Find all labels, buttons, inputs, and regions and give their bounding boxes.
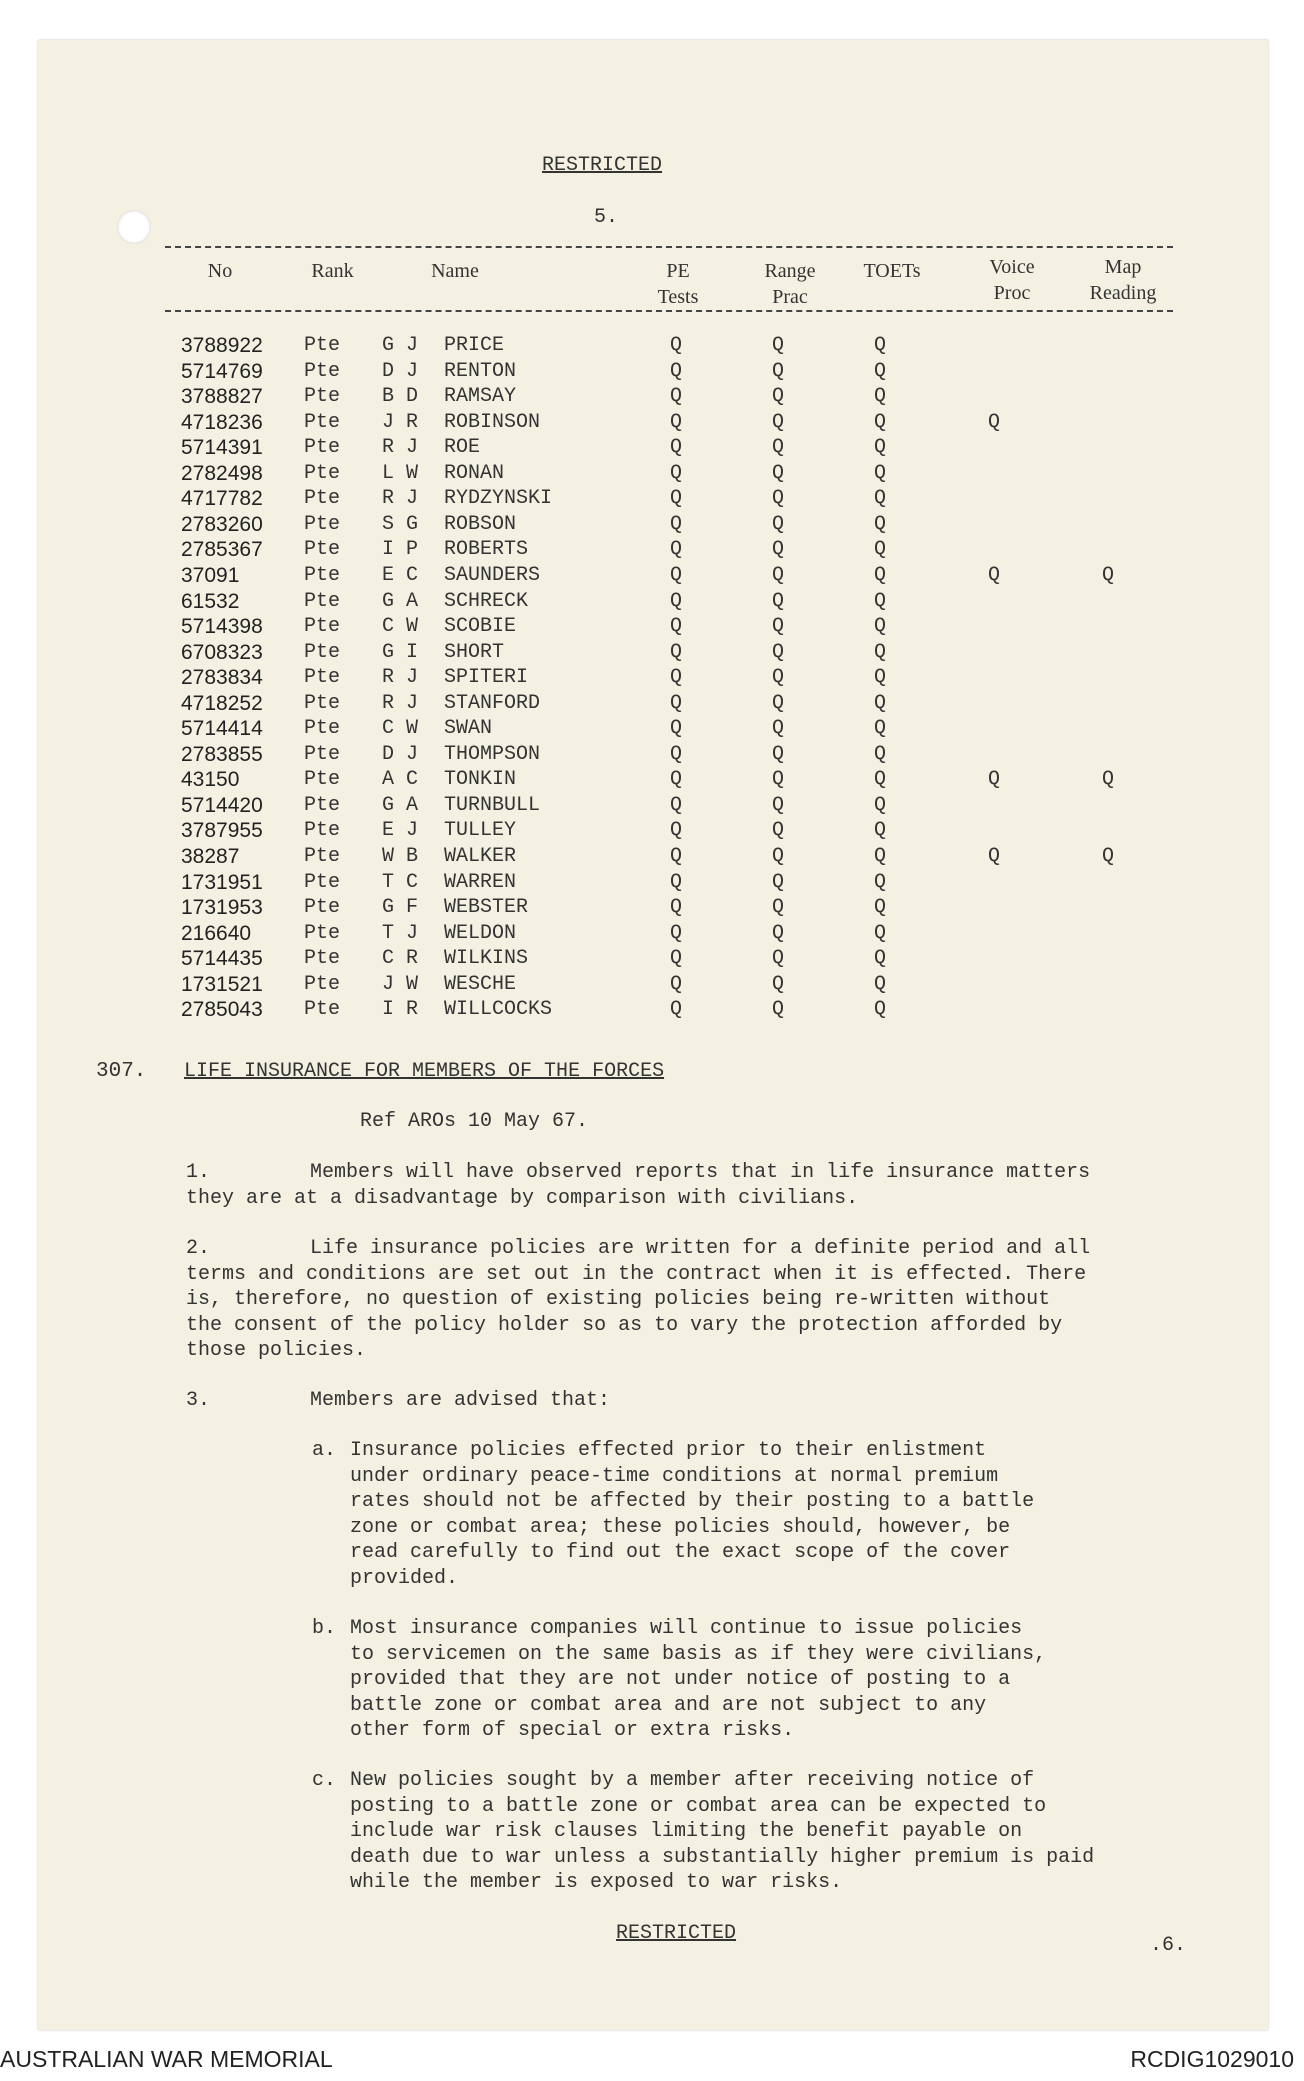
cell-name: WALKER — [444, 845, 517, 868]
cell-pe-tests: Q — [670, 589, 683, 613]
cell-toets: Q — [874, 461, 887, 485]
cell-pe-tests: Q — [670, 334, 683, 357]
cell-pe-tests: Q — [670, 947, 683, 971]
cell-initials: S G — [382, 512, 419, 536]
cell-rank: Pte — [304, 793, 341, 817]
cell-range-prac: Q — [772, 845, 785, 868]
cell-rank: Pte — [304, 896, 341, 920]
cell-rank: Pte — [304, 589, 341, 613]
cell-name: SWAN — [444, 717, 493, 741]
cell-pe-tests: Q — [670, 998, 683, 1022]
cell-no: 2783855 — [181, 742, 263, 766]
cell-initials: D J — [382, 742, 419, 766]
cell-range-prac: Q — [772, 998, 785, 1022]
cell-rank: Pte — [304, 640, 341, 664]
cell-toets: Q — [874, 768, 887, 792]
cell-initials: R J — [382, 487, 419, 511]
col-header-voice-proc: Voice Proc — [989, 256, 1035, 304]
cell-name: WILLCOCKS — [444, 998, 553, 1022]
cell-toets: Q — [874, 870, 887, 894]
cell-rank: Pte — [304, 870, 341, 894]
cell-range-prac: Q — [772, 436, 785, 460]
paragraph-2-text: Life insurance policies are written for a definite period and all terms and conditions are set out in the contract when it is effected. There is, therefore, no question of existing policies being re-written without the consent of the policy holder so as to vary the protection afforded by those policies. — [186, 1237, 1091, 1362]
cell-no: 5714769 — [181, 359, 263, 383]
cell-map-reading: Q — [1102, 563, 1115, 587]
col-header-rank: Rank — [311, 260, 354, 282]
cell-toets: Q — [874, 512, 887, 536]
cell-rank: Pte — [304, 461, 341, 485]
cell-range-prac: Q — [772, 921, 785, 945]
cell-rank: Pte — [304, 691, 341, 715]
archive-label-right: RCDIG1029010 — [1130, 2046, 1294, 2072]
footer-classification: RESTRICTED — [616, 1922, 737, 1945]
cell-pe-tests: Q — [670, 512, 683, 536]
cell-range-prac: Q — [772, 870, 785, 894]
cell-range-prac: Q — [772, 896, 785, 920]
cell-range-prac: Q — [772, 410, 785, 434]
cell-range-prac: Q — [772, 947, 785, 971]
col-header-name: Name — [431, 260, 479, 282]
cell-pe-tests: Q — [670, 385, 683, 409]
cell-pe-tests: Q — [670, 538, 683, 562]
cell-no: 216640 — [181, 921, 252, 945]
cell-map-reading: Q — [1102, 845, 1115, 868]
cell-name: SCOBIE — [444, 615, 517, 639]
cell-range-prac: Q — [772, 819, 785, 843]
cell-rank: Pte — [304, 334, 341, 357]
cell-no: 1731521 — [181, 972, 263, 996]
cell-initials: J W — [382, 972, 419, 996]
cell-no: 2782498 — [181, 461, 263, 485]
cell-no: 5714391 — [181, 436, 263, 460]
paragraph-3-text: Members are advised that: — [310, 1389, 611, 1412]
cell-initials: E C — [382, 563, 419, 587]
cell-pe-tests: Q — [670, 615, 683, 639]
cell-toets: Q — [874, 640, 887, 664]
cell-toets: Q — [874, 717, 887, 741]
cell-pe-tests: Q — [670, 870, 683, 894]
cell-initials: I P — [382, 538, 419, 562]
cell-pe-tests: Q — [670, 410, 683, 434]
cell-rank: Pte — [304, 947, 341, 971]
cell-toets: Q — [874, 666, 887, 690]
paragraph-3-number: 3. — [186, 1389, 211, 1412]
cell-pe-tests: Q — [670, 359, 683, 383]
cell-name: THOMPSON — [444, 742, 541, 766]
cell-no: 4718252 — [181, 691, 263, 715]
punch-hole — [117, 210, 151, 244]
paragraph-2-number: 2. — [186, 1237, 211, 1260]
section-reference: Ref AROs 10 May 67. — [360, 1110, 589, 1133]
cell-name: WEBSTER — [444, 896, 529, 920]
cell-initials: T J — [382, 921, 419, 945]
cell-no: 1731951 — [181, 870, 263, 894]
cell-pe-tests: Q — [670, 487, 683, 511]
cell-toets: Q — [874, 436, 887, 460]
cell-initials: C R — [382, 947, 419, 971]
cell-range-prac: Q — [772, 359, 785, 383]
cell-toets: Q — [874, 538, 887, 562]
cell-no: 3787955 — [181, 819, 263, 843]
cell-rank: Pte — [304, 819, 341, 843]
cell-name: SPITERI — [444, 666, 529, 690]
cell-no: 4718236 — [181, 410, 263, 434]
col-header-map-reading: Map Reading — [1089, 256, 1157, 304]
cell-name: ROBERTS — [444, 538, 529, 562]
cell-initials: T C — [382, 870, 419, 894]
cell-toets: Q — [874, 691, 887, 715]
cell-toets: Q — [874, 998, 887, 1022]
cell-pe-tests: Q — [670, 563, 683, 587]
cell-rank: Pte — [304, 998, 341, 1022]
cell-name: TULLEY — [444, 819, 517, 843]
cell-initials: R J — [382, 436, 419, 460]
next-page-marker: .6. — [1150, 1934, 1187, 1957]
item-c-text: New policies sought by a member after receiving notice of posting to a battle zone or combat area can be expected to include war risk clauses limiting the benefit payable on death due to war unless a substantially higher premium is paid while the member is exposed to war risks. — [350, 1769, 1095, 1894]
cell-no: 4717782 — [181, 487, 263, 511]
item-a-text: Insurance policies effected prior to their enlistment under ordinary peace-time conditions at normal premium rates should not be affected by their posting to a battle zone or combat area; these policies should, however, be read carefully to find out the exact scope of the cover provided. — [350, 1439, 1035, 1590]
cell-no: 2785367 — [181, 538, 263, 562]
cell-toets: Q — [874, 385, 887, 409]
col-header-no: No — [207, 260, 233, 282]
cell-name: WARREN — [444, 870, 517, 894]
cell-range-prac: Q — [772, 972, 785, 996]
cell-range-prac: Q — [772, 461, 785, 485]
cell-toets: Q — [874, 589, 887, 613]
item-b-text: Most insurance companies will continue to issue policies to servicemen on the same basis as if they were civilians, provided that they are not under notice of posting to a battle zone or combat area and are not subject to any other form of special or extra risks. — [350, 1617, 1047, 1742]
cell-initials: L W — [382, 461, 419, 485]
cell-name: ROE — [444, 436, 481, 460]
cell-name: ROBSON — [444, 512, 517, 536]
cell-range-prac: Q — [772, 615, 785, 639]
cell-no: 2785043 — [181, 998, 263, 1022]
cell-toets: Q — [874, 972, 887, 996]
cell-initials: C W — [382, 615, 419, 639]
cell-range-prac: Q — [772, 640, 785, 664]
cell-toets: Q — [874, 487, 887, 511]
item-c-letter: c. — [312, 1769, 337, 1792]
cell-no: 3788827 — [181, 385, 263, 409]
col-header-range-prac: Range Prac — [764, 260, 816, 308]
cell-range-prac: Q — [772, 512, 785, 536]
table-header-rule — [165, 310, 1173, 312]
cell-initials: B D — [382, 385, 419, 409]
cell-range-prac: Q — [772, 717, 785, 741]
table-top-rule — [165, 246, 1173, 248]
cell-pe-tests: Q — [670, 717, 683, 741]
cell-rank: Pte — [304, 717, 341, 741]
cell-map-reading: Q — [1102, 768, 1115, 792]
cell-voice-proc: Q — [988, 768, 1001, 792]
cell-range-prac: Q — [772, 691, 785, 715]
cell-pe-tests: Q — [670, 691, 683, 715]
cell-range-prac: Q — [772, 793, 785, 817]
cell-toets: Q — [874, 793, 887, 817]
col-header-pe-tests: PE Tests — [657, 260, 699, 308]
paragraph-1-text: Members will have observed reports that in life insurance matters they are at a disadvantage by comparison with civilians. — [186, 1161, 1091, 1210]
cell-toets: Q — [874, 563, 887, 587]
cell-no: 37091 — [181, 563, 240, 587]
cell-range-prac: Q — [772, 563, 785, 587]
cell-no: 2783260 — [181, 512, 263, 536]
cell-toets: Q — [874, 410, 887, 434]
cell-toets: Q — [874, 896, 887, 920]
cell-toets: Q — [874, 359, 887, 383]
cell-no: 61532 — [181, 589, 240, 613]
cell-pe-tests: Q — [670, 793, 683, 817]
cell-range-prac: Q — [772, 742, 785, 766]
cell-initials: E J — [382, 819, 419, 843]
cell-initials: W B — [382, 845, 419, 868]
cell-rank: Pte — [304, 563, 341, 587]
cell-range-prac: Q — [772, 589, 785, 613]
cell-no: 1731953 — [181, 896, 263, 920]
section-title: LIFE INSURANCE FOR MEMBERS OF THE FORCES — [184, 1060, 665, 1083]
cell-rank: Pte — [304, 615, 341, 639]
cell-rank: Pte — [304, 845, 341, 868]
cell-range-prac: Q — [772, 385, 785, 409]
cell-name: RENTON — [444, 359, 517, 383]
cell-initials: R J — [382, 666, 419, 690]
cell-rank: Pte — [304, 359, 341, 383]
cell-range-prac: Q — [772, 487, 785, 511]
cell-initials: J R — [382, 410, 419, 434]
header-classification: RESTRICTED — [542, 154, 663, 177]
cell-name: WESCHE — [444, 972, 517, 996]
cell-name: SCHRECK — [444, 589, 529, 613]
cell-voice-proc: Q — [988, 563, 1001, 587]
cell-rank: Pte — [304, 972, 341, 996]
cell-toets: Q — [874, 845, 887, 868]
cell-pe-tests: Q — [670, 819, 683, 843]
cell-rank: Pte — [304, 921, 341, 945]
cell-initials: G A — [382, 793, 419, 817]
item-b-letter: b. — [312, 1617, 337, 1640]
cell-range-prac: Q — [772, 538, 785, 562]
cell-pe-tests: Q — [670, 921, 683, 945]
cell-no: 43150 — [181, 768, 240, 792]
page-number: 5. — [594, 206, 619, 229]
cell-rank: Pte — [304, 410, 341, 434]
cell-initials: D J — [382, 359, 419, 383]
cell-name: RAMSAY — [444, 385, 517, 409]
cell-initials: R J — [382, 691, 419, 715]
paragraph-1-number: 1. — [186, 1161, 211, 1184]
cell-name: WELDON — [444, 921, 517, 945]
cell-no: 5714435 — [181, 947, 263, 971]
cell-name: TURNBULL — [444, 793, 541, 817]
cell-initials: A C — [382, 768, 419, 792]
cell-initials: C W — [382, 717, 419, 741]
cell-rank: Pte — [304, 436, 341, 460]
cell-name: SHORT — [444, 640, 505, 664]
section-number: 307. — [96, 1060, 147, 1083]
cell-voice-proc: Q — [988, 410, 1001, 434]
cell-rank: Pte — [304, 768, 341, 792]
cell-rank: Pte — [304, 487, 341, 511]
cell-initials: G I — [382, 640, 419, 664]
cell-toets: Q — [874, 742, 887, 766]
cell-pe-tests: Q — [670, 640, 683, 664]
cell-rank: Pte — [304, 742, 341, 766]
cell-pe-tests: Q — [670, 972, 683, 996]
cell-name: STANFORD — [444, 691, 541, 715]
cell-initials: G A — [382, 589, 419, 613]
cell-toets: Q — [874, 334, 887, 357]
item-a-letter: a. — [312, 1439, 337, 1462]
cell-name: SAUNDERS — [444, 563, 541, 587]
cell-pe-tests: Q — [670, 461, 683, 485]
cell-no: 5714398 — [181, 615, 263, 639]
cell-pe-tests: Q — [670, 436, 683, 460]
cell-pe-tests: Q — [670, 845, 683, 868]
cell-name: ROBINSON — [444, 410, 541, 434]
cell-initials: I R — [382, 998, 419, 1022]
cell-name: RYDZYNSKI — [444, 487, 553, 511]
col-header-toets: TOETs — [863, 260, 921, 282]
cell-rank: Pte — [304, 666, 341, 690]
cell-no: 2783834 — [181, 666, 263, 690]
cell-toets: Q — [874, 615, 887, 639]
cell-toets: Q — [874, 819, 887, 843]
cell-pe-tests: Q — [670, 742, 683, 766]
cell-pe-tests: Q — [670, 896, 683, 920]
cell-initials: G F — [382, 896, 419, 920]
cell-name: RONAN — [444, 461, 505, 485]
cell-pe-tests: Q — [670, 768, 683, 792]
cell-voice-proc: Q — [988, 845, 1001, 868]
archive-label-left: AUSTRALIAN WAR MEMORIAL — [0, 2046, 333, 2072]
cell-rank: Pte — [304, 385, 341, 409]
cell-range-prac: Q — [772, 666, 785, 690]
cell-no: 5714414 — [181, 717, 263, 741]
cell-name: PRICE — [444, 334, 505, 357]
cell-name: TONKIN — [444, 768, 517, 792]
cell-toets: Q — [874, 947, 887, 971]
cell-no: 6708323 — [181, 640, 263, 664]
cell-pe-tests: Q — [670, 666, 683, 690]
cell-rank: Pte — [304, 538, 341, 562]
cell-range-prac: Q — [772, 768, 785, 792]
cell-range-prac: Q — [772, 334, 785, 357]
cell-no: 5714420 — [181, 793, 263, 817]
cell-initials: G J — [382, 334, 419, 357]
cell-rank: Pte — [304, 512, 341, 536]
cell-name: WILKINS — [444, 947, 529, 971]
cell-no: 3788922 — [181, 334, 263, 357]
cell-no: 38287 — [181, 845, 240, 868]
cell-toets: Q — [874, 921, 887, 945]
